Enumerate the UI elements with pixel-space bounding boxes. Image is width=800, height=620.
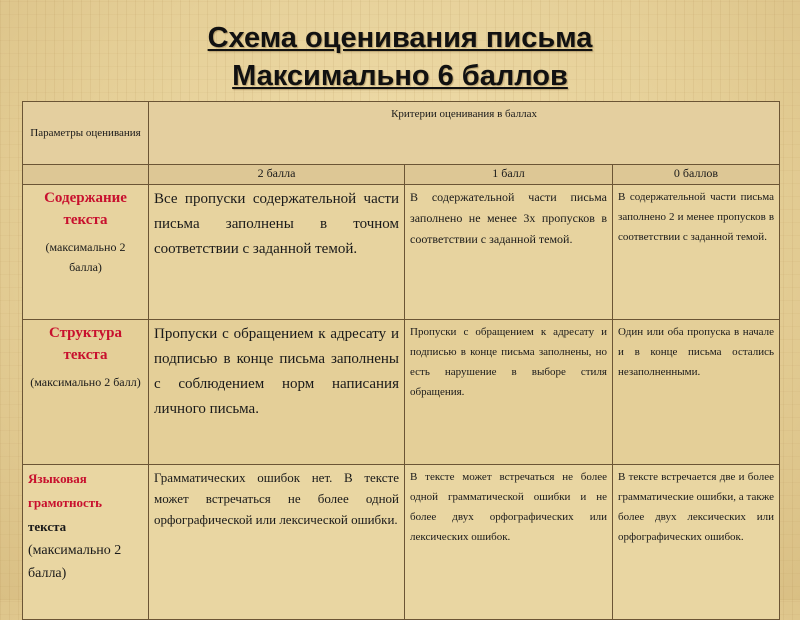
- param-title: Языковая грамотность: [28, 471, 103, 510]
- criteria-1-point: В тексте может встречаться не более одной грамматической ошибки и не более двух орфографических или лексических ошибок.: [405, 465, 613, 620]
- criteria-2-points: Пропуски с обращением к адресату и подписью в конце письма заполнены с соблюдением норм написания личного письма.: [149, 320, 405, 465]
- score-header-empty: [23, 165, 149, 185]
- score-header-0: 0 баллов: [613, 165, 780, 185]
- criteria-1-point: В содержательной части письма заполнено не менее 3х пропусков в соответствии с заданной темой.: [405, 185, 613, 320]
- criteria-0-points: В содержательной части письма заполнено 2 и менее пропусков в соответствии с заданной темой.: [613, 185, 780, 320]
- header-params: Параметры оценивания: [23, 102, 149, 165]
- score-header-2: 2 балла: [149, 165, 405, 185]
- criteria-2-points: Все пропуски содержательной части письма заполнены в точном соответствии с заданной темой.: [149, 185, 405, 320]
- param-max: (максимально 2 балла): [45, 240, 126, 274]
- score-header-1: 1 балл: [405, 165, 613, 185]
- param-max: (максимально 2 балла): [28, 543, 122, 581]
- header-criteria: Критерии оценивания в баллах: [149, 102, 780, 165]
- criteria-0-points: Один или оба пропуска в начале и в конце письма остались незаполненными.: [613, 320, 780, 465]
- param-title: Структура текста: [49, 325, 122, 363]
- page-subtitle: Максимально 6 баллов: [232, 60, 568, 92]
- grading-table: [22, 101, 780, 620]
- param-title-cont: текста: [28, 519, 67, 534]
- param-cell: [23, 185, 149, 320]
- param-cell: [23, 320, 149, 465]
- criteria-2-points: Грамматических ошибок нет. В тексте может встречаться не более одной орфографической или лексической ошибки.: [149, 465, 405, 620]
- page-title: Схема оценивания письма: [207, 22, 593, 54]
- score-header-row: [23, 165, 780, 185]
- table-row: [23, 320, 780, 465]
- table-row: [23, 185, 780, 320]
- table-row: [23, 465, 780, 620]
- criteria-0-points: В тексте встречается две и более грамматические ошибки, а также более двух лексических или орфографических ошибок.: [613, 465, 780, 620]
- param-cell: [23, 465, 149, 620]
- criteria-1-point: Пропуски с обращением к адресату и подписью в конце письма заполнены, но есть нарушение в выборе стиля обращения.: [405, 320, 613, 465]
- header-row: [23, 102, 780, 165]
- param-max: (максимально 2 балл): [30, 375, 141, 389]
- param-title: Содержание текста: [44, 190, 127, 228]
